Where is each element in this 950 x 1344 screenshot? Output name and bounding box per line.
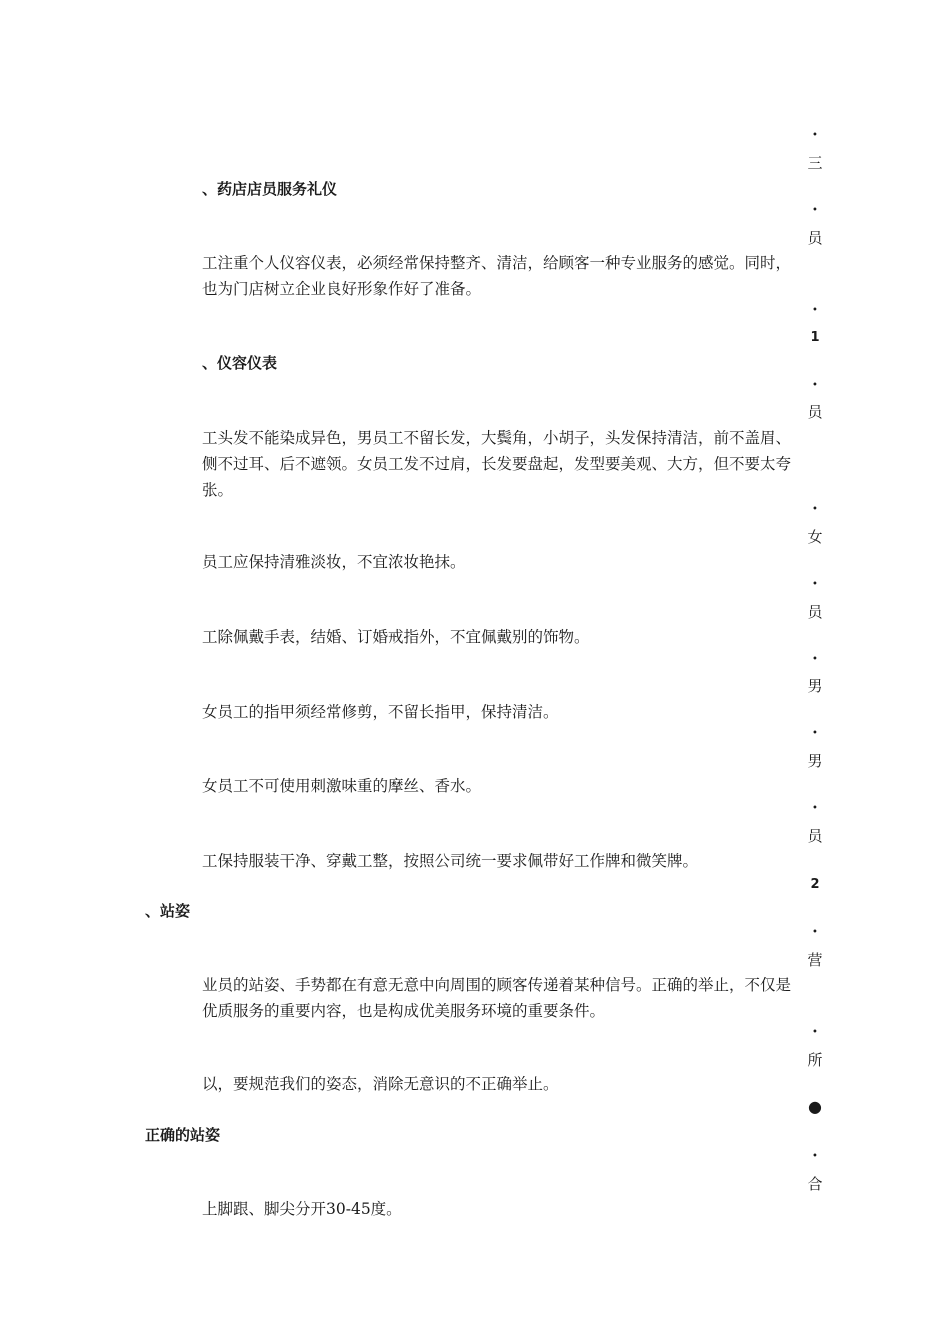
paragraph-posture-signal: 业员的站姿、手势都在有意无意中向周围的顾客传递着某种信号。正确的举止，不仅是优质服务的重要内容，也是构成优美服务环境的重要条件。 <box>202 976 792 1020</box>
section-heading-posture: 、站姿 <box>145 902 191 920</box>
margin-marker: 合 <box>807 1175 823 1193</box>
margin-bullet: • <box>812 728 818 739</box>
paragraph-nails: 女员工的指甲须经常修剪，不留长指甲，保持清洁。 <box>202 703 559 721</box>
margin-marker: 员 <box>807 603 823 621</box>
margin-bullet: • <box>812 654 818 665</box>
section-heading-appearance: 、仪容仪表 <box>202 354 278 372</box>
margin-marker: 男 <box>807 752 823 770</box>
margin-bullet: • <box>812 1027 818 1038</box>
paragraph-perfume: 女员工不可使用刺激味重的摩丝、香水。 <box>202 777 482 795</box>
margin-bullet: • <box>812 305 818 316</box>
margin-marker: 男 <box>807 677 823 695</box>
paragraph-hair: 工头发不能染成异色，男员工不留长发，大鬓角，小胡子，头发保持清洁，前不盖眉、侧不过耳、后不遮领。女员工发不过肩，长发要盘起，发型要美观、大方，但不要太夸张。 <box>202 429 792 499</box>
margin-marker: 女 <box>807 528 823 546</box>
margin-bullet: • <box>812 504 818 515</box>
margin-marker: 2 <box>810 877 820 892</box>
section-heading-service-etiquette: 、药店店员服务礼仪 <box>202 180 338 198</box>
paragraph-uniform: 工保持服装干净、穿戴工整，按照公司统一要求佩带好工作牌和微笑牌。 <box>202 852 699 870</box>
margin-marker: 三 <box>807 154 823 172</box>
margin-marker: 员 <box>807 827 823 845</box>
paragraph-intro: 工注重个人仪容仪表，必须经常保持整齐、清洁，给顾客一种专业服务的感觉。同时，也为门店树立企业良好形象作好了准备。 <box>202 254 792 298</box>
paragraph-feet: 上脚跟、脚尖分开30-45度。 <box>202 1200 402 1218</box>
margin-bullet: • <box>812 579 818 590</box>
margin-bullet-large: ● <box>808 1097 822 1116</box>
margin-bullet: • <box>812 205 818 216</box>
section-heading-correct-posture: 正确的站姿 <box>145 1126 221 1144</box>
margin-bullet: • <box>812 1151 818 1162</box>
margin-bullet: • <box>812 927 818 938</box>
paragraph-makeup: 员工应保持清雅淡妆，不宜浓妆艳抹。 <box>202 553 466 571</box>
margin-marker: 1 <box>810 330 820 345</box>
paragraph-jewelry: 工除佩戴手表，结婚、订婚戒指外，不宜佩戴别的饰物。 <box>202 628 590 646</box>
paragraph-posture-standard: 以，要规范我们的姿态，消除无意识的不正确举止。 <box>202 1075 559 1093</box>
margin-bullet: • <box>812 803 818 814</box>
margin-marker: 所 <box>807 1051 823 1069</box>
margin-bullet: • <box>812 380 818 391</box>
margin-marker: 员 <box>807 229 823 247</box>
margin-marker: 员 <box>807 403 823 421</box>
margin-marker: 营 <box>807 951 823 969</box>
margin-bullet: • <box>812 130 818 141</box>
